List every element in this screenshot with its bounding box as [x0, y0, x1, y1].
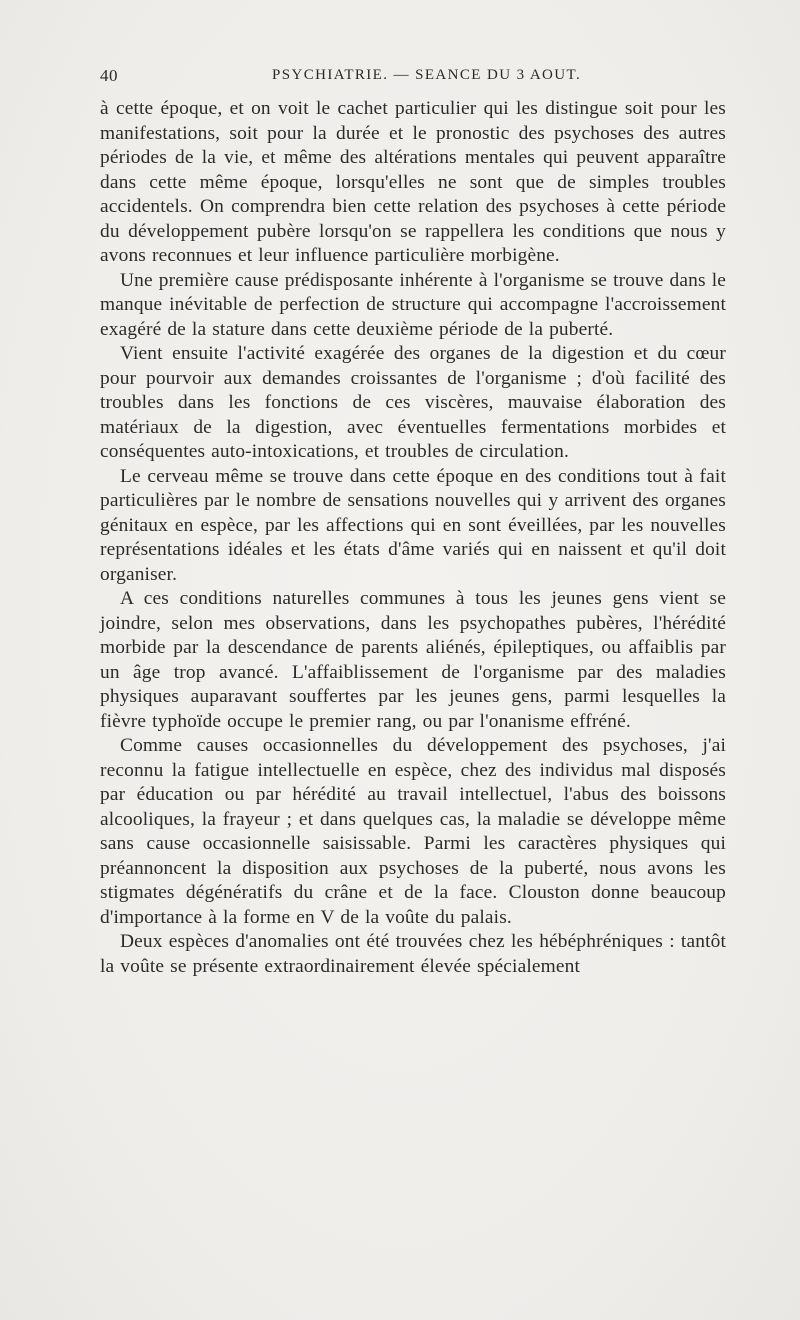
body-text [100, 97, 726, 979]
paragraph-anomalies: Deux espèces d'anomalies ont été trouvées chez les hébéphréniques : tantôt la voûte se présente extraordinairement élevée spécialement [100, 931, 726, 977]
paragraph-occasional-causes: Comme causes occasionnelles du développement des psychoses, j'ai reconnu la fatigue intellectuelle en espèce, chez des individus mal disposés par éducation ou par hérédité au travail intellectuel, l'abus des boissons alcooliques, la frayeur ; et dans quelques cas, la maladie se développe même sans cause occasionnelle saisissable. Parmi les caractères physiques qui préannoncent la disposition aux psychoses de la puberté, nous avons les stigmates dégénératifs du crâne et de la face. Clouston donne beaucoup d'importance à la forme en V de la voûte du palais. [100, 735, 726, 928]
paragraph-brain: Le cerveau même se trouve dans cette époque en des conditions tout à fait particulières par le nombre de sensations nouvelles qui y arrivent des organes génitaux en espèce, par les affections qui en sont éveillées, par les nouvelles représentations idéales et les états d'âme variés qui en naissent et qu'il doit organiser. [100, 465, 726, 585]
page-number: 40 [100, 66, 118, 85]
running-title: PSYCHIATRIE. — SEANCE DU 3 AOUT. [272, 67, 582, 83]
paragraph-continuation: à cette époque, et on voit le cachet particulier qui les distingue soit pour les manifestations, soit pour la durée et le pronostic des psychoses des autres périodes de la vie, et même des altérations mentales qui peuvent apparaître dans cette même époque, lorsqu'elles ne sont que de simples troubles accidentels. On comprendra bien cette relation des psychoses à cette période du développement pubère lorsqu'on se rappellera les conditions que nous y avons reconnues et leur influence particulière morbigène. [100, 98, 726, 266]
paragraph-first-cause: Une première cause prédisposante inhérente à l'organisme se trouve dans le manque inévitable de perfection de structure qui accompagne l'accroissement exagéré de la stature dans cette deuxième période de la puberté. [100, 269, 726, 340]
running-head [100, 66, 730, 90]
paragraph-heredity: A ces conditions naturelles communes à tous les jeunes gens vient se joindre, selon mes observations, dans les psychopathes pubères, l'hérédité morbide par la descendance de parents aliénés, épileptiques, ou affaiblis par un âge trop avancé. L'affaiblissement de l'organisme par des maladies physiques auparavant souffertes par les jeunes gens, parmi lesquelles la fièvre typhoïde occupe le premier rang, ou par l'onanisme effréné. [100, 588, 726, 732]
paragraph-digestion: Vient ensuite l'activité exagérée des organes de la digestion et du cœur pour pourvoir aux demandes croissantes de l'organisme ; d'où facilité des troubles dans les fonctions de ces viscères, mauvaise élaboration des matériaux de la digestion, avec éventuelles fermentations morbides et conséquentes auto-intoxications, et troubles de circulation. [100, 343, 726, 462]
